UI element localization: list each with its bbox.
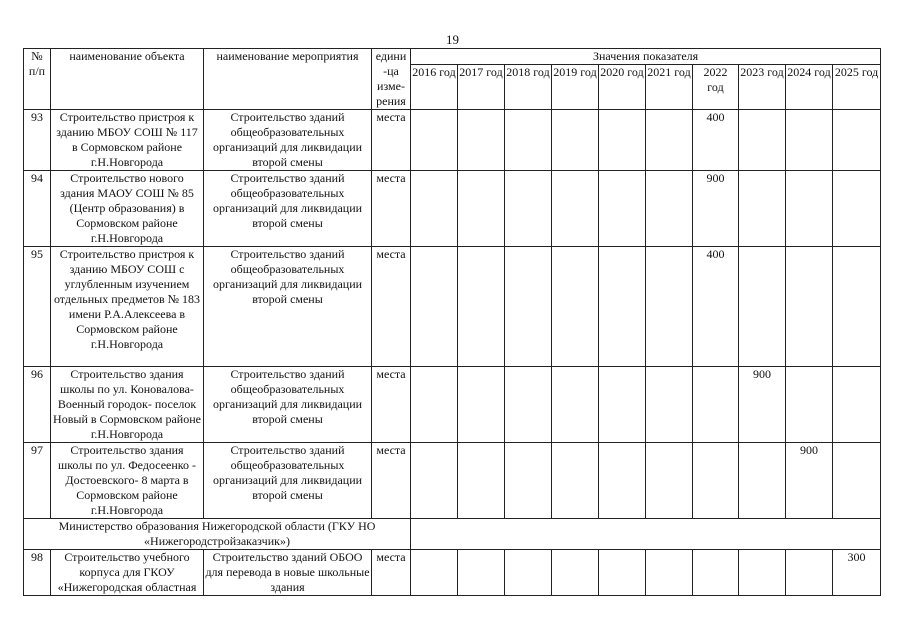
header-col-values: Значения показателя: [411, 49, 881, 65]
indicator-table: [23, 48, 881, 596]
row-value: 400: [693, 110, 739, 171]
row-value: [552, 247, 599, 367]
row-value: [739, 443, 786, 519]
row-unit: места: [372, 247, 411, 367]
row-value: [786, 550, 833, 596]
row-object: Строительство здания школы по ул. Федосеенко - Достоевского- 8 марта в Сормовском районе г.Н.Новгорода: [51, 443, 204, 519]
header-col-object: наименование объекта: [51, 49, 204, 110]
row-num: 96: [24, 367, 51, 443]
row-value: [411, 367, 458, 443]
row-object: Строительство пристроя к зданию МБОУ СОШ с углубленным изучением отдельных предметов № 183 имени Р.А.Алексеева в Сормовском районе г.Н.Новгорода: [51, 247, 204, 367]
row-value: [552, 367, 599, 443]
header-year: 2016 год: [411, 65, 458, 110]
row-measure: Строительство зданий общеобразовательных организаций для ликвидации второй смены: [204, 443, 372, 519]
row-value: [739, 550, 786, 596]
row-value: [411, 550, 458, 596]
row-measure: Строительство зданий общеобразовательных организаций для ликвидации второй смены: [204, 171, 372, 247]
header-row: [24, 49, 881, 65]
row-value: [646, 367, 693, 443]
row-value: [599, 550, 646, 596]
row-value: [786, 367, 833, 443]
row-value: [693, 550, 739, 596]
row-value: [693, 443, 739, 519]
page-number: 19: [446, 32, 459, 47]
header-year: 2020 год: [599, 65, 646, 110]
row-value: [599, 247, 646, 367]
row-value: [552, 110, 599, 171]
row-object: Строительство пристроя к зданию МБОУ СОШ № 117 в Сормовском районе г.Н.Новгорода: [51, 110, 204, 171]
header-year: 2017 год: [458, 65, 505, 110]
row-value: [646, 550, 693, 596]
row-value: [599, 367, 646, 443]
row-object: Строительство здания школы по ул. Коновалова-Военный городок- поселок Новый в Сормовском районе г.Н.Новгорода: [51, 367, 204, 443]
row-value: [833, 110, 881, 171]
row-value: [552, 443, 599, 519]
header-year: 2021 год: [646, 65, 693, 110]
row-value: [458, 550, 505, 596]
row-value: [505, 171, 552, 247]
header-year: 2019 год: [552, 65, 599, 110]
row-value: 400: [693, 247, 739, 367]
row-value: [599, 110, 646, 171]
row-value: [411, 443, 458, 519]
row-measure: Строительство зданий общеобразовательных организаций для ликвидации второй смены: [204, 247, 372, 367]
section-title: Министерство образования Нижегородской области (ГКУ НО «Нижегородстройзаказчик»): [24, 519, 411, 550]
row-object: Строительство учебного корпуса для ГКОУ «Нижегородская областная: [51, 550, 204, 596]
row-value: [411, 171, 458, 247]
row-value: [505, 443, 552, 519]
row-num: 93: [24, 110, 51, 171]
header-year: 2018 год: [505, 65, 552, 110]
row-value: [505, 110, 552, 171]
row-value: [786, 110, 833, 171]
row-value: [786, 247, 833, 367]
row-measure: Строительство зданий общеобразовательных организаций для ликвидации второй смены: [204, 110, 372, 171]
table-row: [24, 110, 881, 171]
row-value: 900: [786, 443, 833, 519]
row-value: [693, 367, 739, 443]
header-col-measure: наименование мероприятия: [204, 49, 372, 110]
row-measure: Строительство зданий общеобразовательных организаций для ликвидации второй смены: [204, 367, 372, 443]
row-unit: места: [372, 367, 411, 443]
row-num: 98: [24, 550, 51, 596]
row-num: 97: [24, 443, 51, 519]
row-value: [552, 171, 599, 247]
row-value: 900: [693, 171, 739, 247]
table-row: [24, 367, 881, 443]
row-value: [552, 550, 599, 596]
row-value: [458, 247, 505, 367]
header-col-unit: едини -ца изме- рения: [372, 49, 411, 110]
row-value: [458, 171, 505, 247]
row-value: [833, 367, 881, 443]
table-row: [24, 171, 881, 247]
header-year: 2023 год: [739, 65, 786, 110]
table-row: [24, 247, 881, 367]
row-value: [646, 443, 693, 519]
table-row: [24, 443, 881, 519]
row-value: [411, 247, 458, 367]
row-measure: Строительство зданий ОБОО для перевода в новые школьные здания: [205, 550, 370, 594]
row-object: Строительство нового здания МАОУ СОШ № 85 (Центр образования) в Сормовском районе г.Н.Новгорода: [51, 171, 204, 247]
header-year: 2022 год: [693, 65, 739, 110]
section-row: [24, 519, 881, 550]
row-value: [646, 110, 693, 171]
row-value: [599, 171, 646, 247]
table-row: [24, 550, 881, 596]
header-year: 2024 год: [786, 65, 833, 110]
header-year: 2025 год: [833, 65, 881, 110]
row-value: [458, 443, 505, 519]
row-unit: места: [372, 443, 411, 519]
row-value: [833, 443, 881, 519]
row-value: [739, 110, 786, 171]
row-value: [458, 367, 505, 443]
row-num: 95: [24, 247, 51, 367]
row-value: [505, 247, 552, 367]
row-value: [786, 171, 833, 247]
row-unit: места: [372, 110, 411, 171]
row-value: 900: [739, 367, 786, 443]
row-value: [646, 247, 693, 367]
section-filler: [411, 519, 881, 550]
row-value: [411, 110, 458, 171]
header-col-num: № п/п: [24, 49, 51, 110]
row-value: [505, 367, 552, 443]
row-unit: места: [372, 171, 411, 247]
row-value: [739, 247, 786, 367]
row-value: [599, 443, 646, 519]
row-value: [833, 171, 881, 247]
row-value: 300: [833, 550, 881, 596]
row-value: [646, 171, 693, 247]
row-value: [833, 247, 881, 367]
row-unit: места: [372, 550, 411, 596]
row-value: [739, 171, 786, 247]
row-value: [458, 110, 505, 171]
row-num: 94: [24, 171, 51, 247]
row-value: [505, 550, 552, 596]
